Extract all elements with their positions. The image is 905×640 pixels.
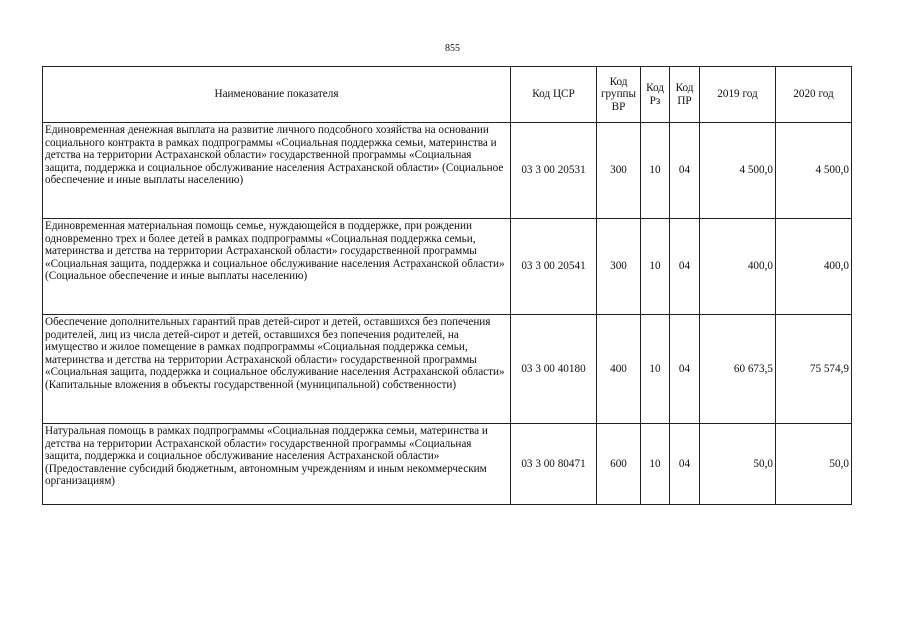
page-number: 855 bbox=[445, 43, 460, 54]
cell-vr: 600 bbox=[597, 424, 641, 505]
header-csr: Код ЦСР bbox=[511, 67, 597, 123]
table-row bbox=[43, 219, 852, 315]
cell-name: Натуральная помощь в рамках подпрограммы «Социальная поддержка семьи, материнства и детства на территории Астраханской области» государственной программы «Социальная защита, поддержка и социальное обслуживание населения Астраханской области» (Предоставление субсидий бюджетным, автономным учреждениям и иным некоммерческим организациям) bbox=[43, 424, 511, 505]
cell-pr: 04 bbox=[670, 123, 700, 219]
budget-table bbox=[42, 66, 852, 505]
cell-2020: 50,0 bbox=[776, 424, 852, 505]
cell-2020: 4 500,0 bbox=[776, 123, 852, 219]
cell-csr: 03 3 00 20531 bbox=[511, 123, 597, 219]
cell-csr: 03 3 00 20541 bbox=[511, 219, 597, 315]
header-rz: Код Рз bbox=[641, 67, 670, 123]
cell-rz: 10 bbox=[641, 315, 670, 424]
header-vr: Код группы ВР bbox=[597, 67, 641, 123]
table-row bbox=[43, 315, 852, 424]
cell-2019: 4 500,0 bbox=[700, 123, 776, 219]
cell-2020: 400,0 bbox=[776, 219, 852, 315]
cell-csr: 03 3 00 40180 bbox=[511, 315, 597, 424]
cell-csr: 03 3 00 80471 bbox=[511, 424, 597, 505]
cell-vr: 300 bbox=[597, 219, 641, 315]
cell-pr: 04 bbox=[670, 219, 700, 315]
cell-2019: 50,0 bbox=[700, 424, 776, 505]
cell-pr: 04 bbox=[670, 315, 700, 424]
header-2019: 2019 год bbox=[700, 67, 776, 123]
cell-vr: 400 bbox=[597, 315, 641, 424]
cell-rz: 10 bbox=[641, 219, 670, 315]
cell-rz: 10 bbox=[641, 123, 670, 219]
header-2020: 2020 год bbox=[776, 67, 852, 123]
cell-rz: 10 bbox=[641, 424, 670, 505]
cell-name: Единовременная денежная выплата на развитие личного подсобного хозяйства на основании социального контракта в рамках подпрограммы «Социальная поддержка семьи, материнства и детства на территории Астраханской области» государственной программы «Социальная защита, поддержка и социальное обслуживание населения Астраханской области» (Социальное обеспечение и иные выплаты населению) bbox=[43, 123, 511, 219]
table-row bbox=[43, 424, 852, 505]
cell-2019: 400,0 bbox=[700, 219, 776, 315]
table-header-row bbox=[43, 67, 852, 123]
cell-2019: 60 673,5 bbox=[700, 315, 776, 424]
header-pr: Код ПР bbox=[670, 67, 700, 123]
cell-pr: 04 bbox=[670, 424, 700, 505]
header-name: Наименование показателя bbox=[43, 67, 511, 123]
table-row bbox=[43, 123, 852, 219]
cell-vr: 300 bbox=[597, 123, 641, 219]
cell-name: Обеспечение дополнительных гарантий прав детей-сирот и детей, оставшихся без попечения родителей, лиц из числа детей-сирот и детей, оставшихся без попечения родителей, на имущество и жилое помещение в рамках подпрограммы «Социальная поддержка семьи, материнства и детства на территории Астраханской области» государственной программы «Социальная защита, поддержка и социальное обслуживание населения Астраханской области» (Капитальные вложения в объекты государственной (муниципальной) собственности) bbox=[43, 315, 511, 424]
cell-name: Единовременная материальная помощь семье, нуждающейся в поддержке, при рождении одновременно трех и более детей в рамках подпрограммы «Социальная поддержка семьи, материнства и детства на территории Астраханской области» государственной программы «Социальная защита, поддержка и социальное обслуживание населения Астраханской области» (Социальное обеспечение и иные выплаты населению) bbox=[43, 219, 511, 315]
cell-2020: 75 574,9 bbox=[776, 315, 852, 424]
